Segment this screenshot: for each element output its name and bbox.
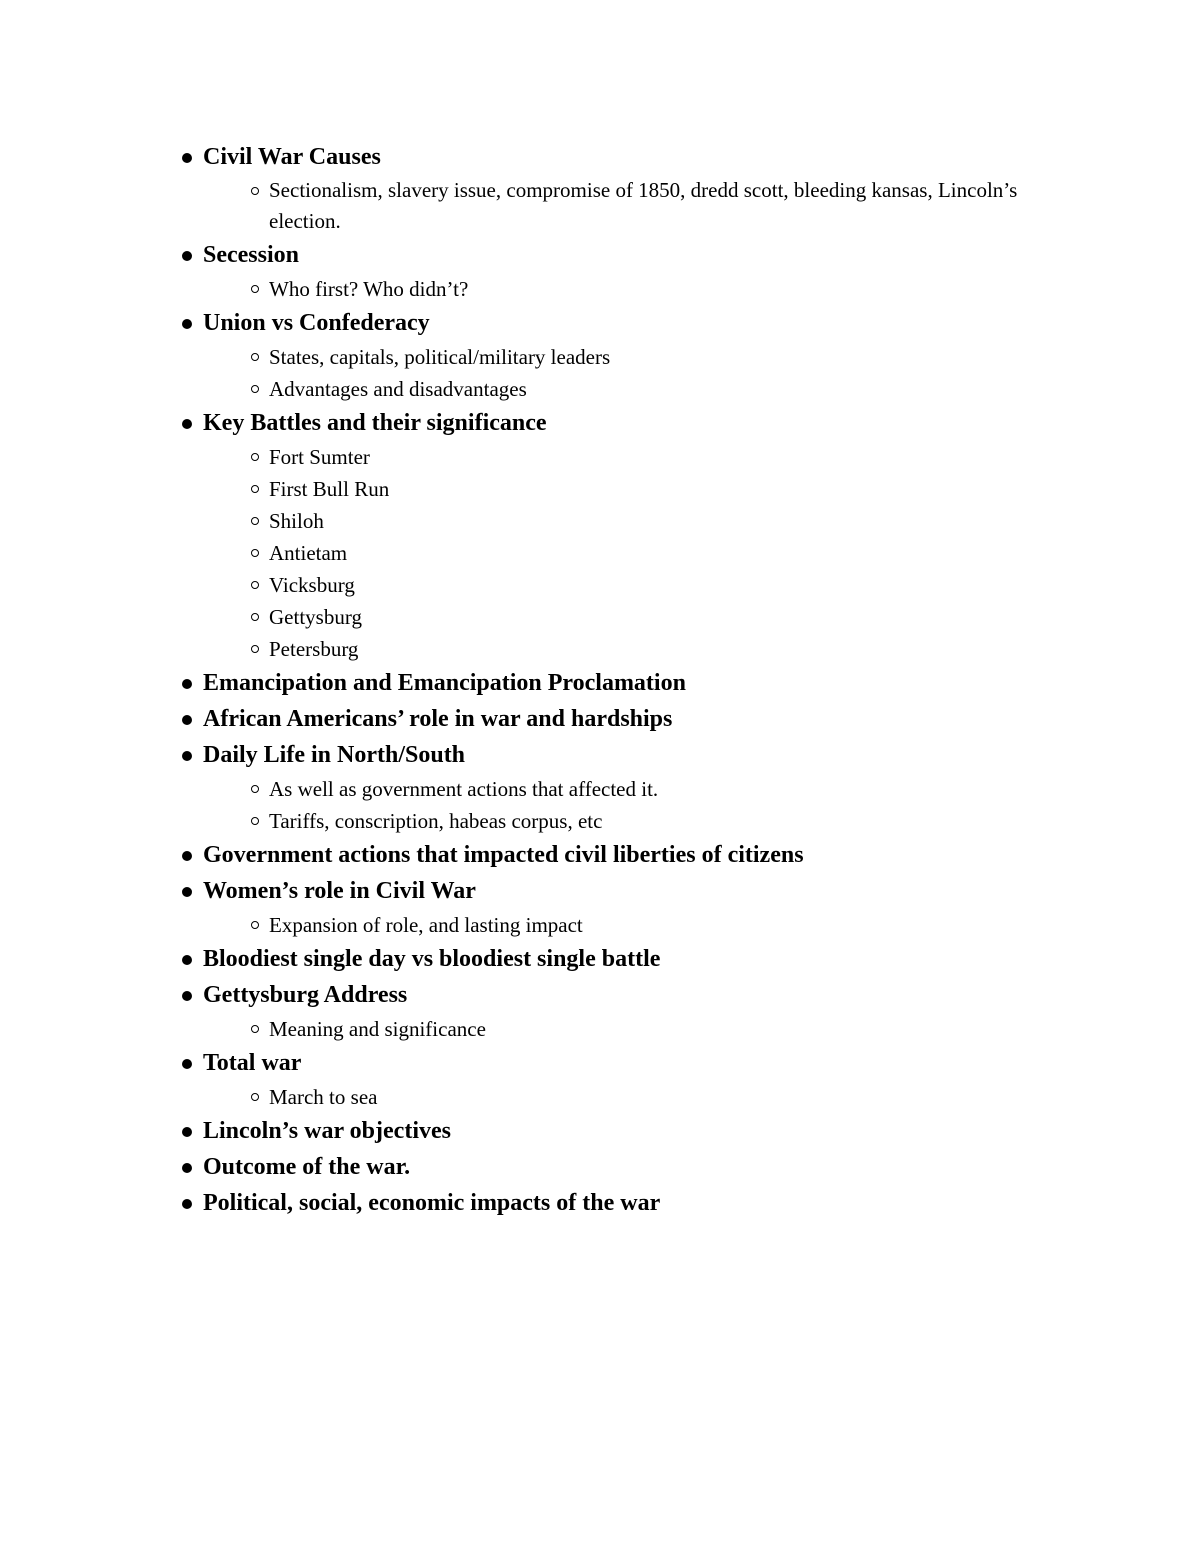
outline-topic [180,1149,1080,1185]
subtopic-label: Advantages and disadvantages [269,377,527,401]
subtopic-list [180,1013,1080,1045]
topic-label: Secession [203,242,299,268]
subtopic-label: Tariffs, conscription, habeas corpus, etc [269,809,603,833]
subtopic-list [180,175,1080,237]
subtopic-label: Shiloh [269,509,324,533]
subtopic-label: As well as government actions that affected it. [269,777,659,801]
topic-label: African Americans’ role in war and hardships [203,706,673,732]
outline-item [180,665,1080,701]
topic-label: Daily Life in North/South [203,742,466,768]
hollow-bullet-icon [251,921,259,929]
subtopic-label: Petersburg [269,637,359,661]
outline-topic [180,237,1080,273]
subtopic-item [180,273,1080,305]
filled-bullet-icon [182,251,192,261]
filled-bullet-icon [182,1199,192,1209]
outline-topic [180,941,1080,977]
outline-item [180,941,1080,977]
subtopic-list [180,1081,1080,1113]
outline-item [180,1045,1080,1113]
subtopic-label: Sectionalism, slavery issue, compromise of 1850, dredd scott, bleeding kansas, Lincoln’s election. [269,178,1018,233]
hollow-bullet-icon [251,817,259,825]
topic-label: Lincoln’s war objectives [203,1118,451,1144]
subtopic-item [180,505,1080,537]
outline-topic [180,701,1080,737]
topic-label: Bloodiest single day vs bloodiest single battle [203,946,661,972]
topic-label: Emancipation and Emancipation Proclamation [203,670,686,696]
topic-label: Government actions that impacted civil liberties of citizens [203,842,804,868]
outline-topic [180,1113,1080,1149]
subtopic-item [180,601,1080,633]
outline-item [180,1185,1080,1221]
subtopic-item [180,175,1080,237]
subtopic-item [180,1013,1080,1045]
hollow-bullet-icon [251,785,259,793]
subtopic-label: States, capitals, political/military leaders [269,345,611,369]
outline-item [180,305,1080,405]
subtopic-label: March to sea [269,1085,378,1109]
filled-bullet-icon [182,419,192,429]
outline-item [180,837,1080,873]
subtopic-item [180,909,1080,941]
subtopic-label: Meaning and significance [269,1017,486,1041]
subtopic-label: Expansion of role, and lasting impact [269,913,583,937]
outline-item [180,873,1080,941]
hollow-bullet-icon [251,353,259,361]
filled-bullet-icon [182,319,192,329]
topic-label: Union vs Confederacy [203,310,430,336]
study-outline [180,139,1080,1221]
subtopic-label: Fort Sumter [269,445,370,469]
hollow-bullet-icon [251,453,259,461]
filled-bullet-icon [182,887,192,897]
topic-label: Women’s role in Civil War [203,878,476,904]
subtopic-item [180,373,1080,405]
outline-item [180,1149,1080,1185]
subtopic-list [180,773,1080,837]
outline-item [180,1113,1080,1149]
filled-bullet-icon [182,1163,192,1173]
subtopic-list [180,273,1080,305]
topic-label: Gettysburg Address [203,982,408,1008]
topic-label: Total war [203,1050,302,1076]
subtopic-list [180,441,1080,665]
subtopic-item [180,341,1080,373]
hollow-bullet-icon [251,645,259,653]
subtopic-label: Gettysburg [269,605,362,629]
hollow-bullet-icon [251,517,259,525]
hollow-bullet-icon [251,1025,259,1033]
hollow-bullet-icon [251,285,259,293]
subtopic-item [180,633,1080,665]
subtopic-label: Antietam [269,541,348,565]
hollow-bullet-icon [251,1093,259,1101]
topic-label: Key Battles and their significance [203,410,547,436]
filled-bullet-icon [182,955,192,965]
hollow-bullet-icon [251,385,259,393]
outline-item [180,737,1080,837]
hollow-bullet-icon [251,613,259,621]
outline-topic [180,1185,1080,1221]
filled-bullet-icon [182,153,192,163]
subtopic-label: Vicksburg [269,573,355,597]
hollow-bullet-icon [251,187,259,195]
filled-bullet-icon [182,715,192,725]
hollow-bullet-icon [251,581,259,589]
filled-bullet-icon [182,991,192,1001]
subtopic-item [180,805,1080,837]
outline-topic [180,977,1080,1013]
outline-topic [180,305,1080,341]
outline-topic [180,665,1080,701]
outline-topic [180,139,1080,175]
hollow-bullet-icon [251,549,259,557]
outline-topic [180,405,1080,441]
filled-bullet-icon [182,679,192,689]
subtopic-item [180,1081,1080,1113]
topic-label: Outcome of the war. [203,1154,411,1180]
subtopic-list [180,341,1080,405]
subtopic-item [180,537,1080,569]
filled-bullet-icon [182,1127,192,1137]
outline-item [180,405,1080,665]
outline-topic [180,837,1080,873]
subtopic-label: Who first? Who didn’t? [269,277,469,301]
subtopic-item [180,441,1080,473]
filled-bullet-icon [182,1059,192,1069]
outline-topic [180,1045,1080,1081]
outline-item [180,701,1080,737]
outline-item [180,139,1080,237]
filled-bullet-icon [182,851,192,861]
subtopic-list [180,909,1080,941]
subtopic-item [180,773,1080,805]
filled-bullet-icon [182,751,192,761]
topic-label: Civil War Causes [203,144,381,170]
outline-topic [180,737,1080,773]
topic-label: Political, social, economic impacts of the war [203,1190,661,1216]
subtopic-item [180,569,1080,601]
hollow-bullet-icon [251,485,259,493]
subtopic-item [180,473,1080,505]
subtopic-label: First Bull Run [269,477,390,501]
outline-item [180,237,1080,305]
outline-topic [180,873,1080,909]
outline-item [180,977,1080,1045]
